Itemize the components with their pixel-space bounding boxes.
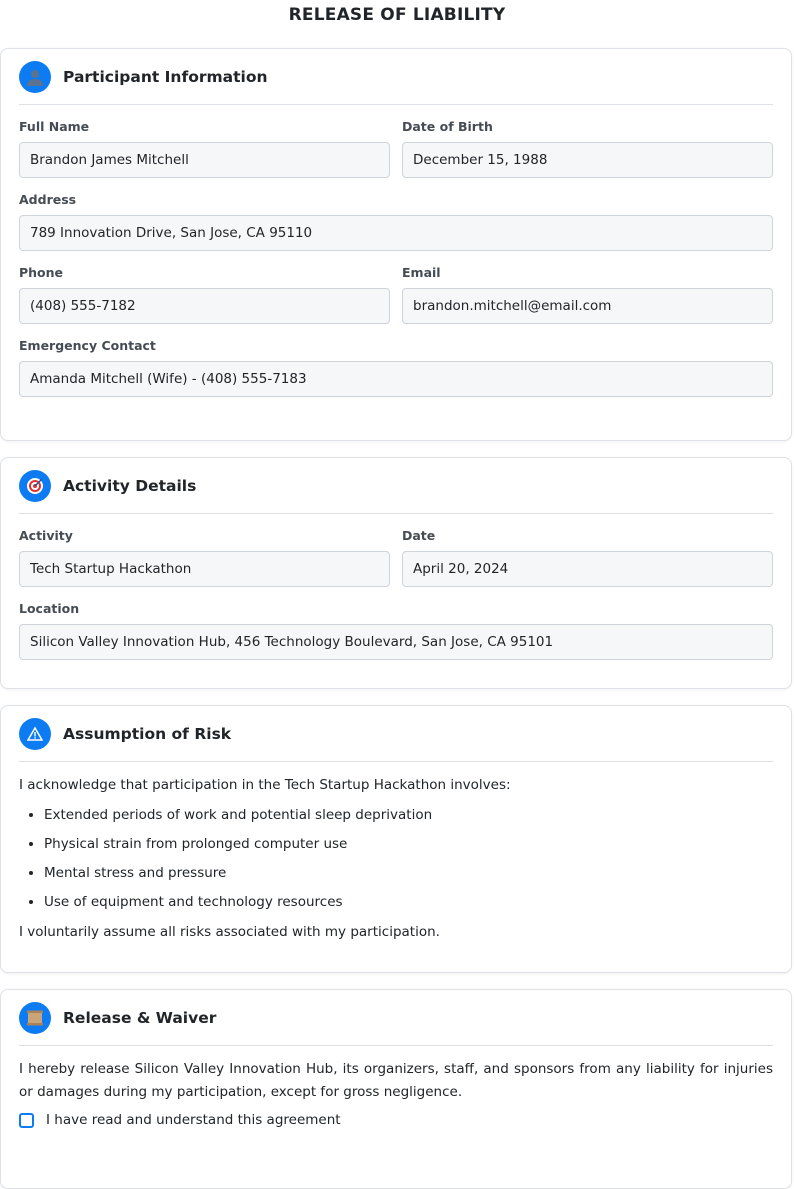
address-field[interactable]: 789 Innovation Drive, San Jose, CA 95110 xyxy=(19,215,773,251)
agreement-checkbox[interactable] xyxy=(19,1113,34,1128)
person-icon xyxy=(19,61,51,93)
date-field[interactable]: April 20, 2024 xyxy=(402,551,773,587)
risk-item: • Mental stress and pressure xyxy=(44,859,773,888)
emergency-contact-label: Emergency Contact xyxy=(19,338,156,353)
assumption-of-risk-card xyxy=(0,705,792,973)
card-header xyxy=(19,706,773,762)
section-title: Release & Waiver xyxy=(63,1008,217,1027)
risk-closing: I voluntarily assume all risks associated with my participation. xyxy=(19,924,440,940)
waiver-text: I hereby release Silicon Valley Innovation Hub, its organizers, staff, and sponsors from any liability for injuries or damages during my participation, except for gross negligence. xyxy=(19,1061,773,1100)
scroll-icon xyxy=(19,1002,51,1034)
location-label: Location xyxy=(19,601,80,616)
risk-list xyxy=(19,801,773,917)
section-title: Participant Information xyxy=(63,67,268,86)
phone-label: Phone xyxy=(19,265,64,280)
email-field[interactable]: brandon.mitchell@email.com xyxy=(402,288,773,324)
release-waiver-card xyxy=(0,989,792,1189)
card-header xyxy=(19,990,773,1046)
full-name-field[interactable]: Brandon James Mitchell xyxy=(19,142,390,178)
agreement-checkbox-row[interactable] xyxy=(19,1112,773,1128)
dob-label: Date of Birth xyxy=(402,119,493,134)
location-field[interactable]: Silicon Valley Innovation Hub, 456 Technology Boulevard, San Jose, CA 95101 xyxy=(19,624,773,660)
warning-icon xyxy=(19,718,51,750)
date-label: Date xyxy=(402,528,436,543)
phone-field[interactable]: (408) 555-7182 xyxy=(19,288,390,324)
full-name-label: Full Name xyxy=(19,119,90,134)
activity-field[interactable]: Tech Startup Hackathon xyxy=(19,551,390,587)
email-label: Email xyxy=(402,265,441,280)
card-header xyxy=(19,49,773,105)
risk-item: • Use of equipment and technology resources xyxy=(44,888,773,917)
risk-item: • Physical strain from prolonged computer use xyxy=(44,830,773,859)
emergency-contact-field[interactable]: Amanda Mitchell (Wife) - (408) 555-7183 xyxy=(19,361,773,397)
participant-information-card xyxy=(0,48,792,441)
target-icon xyxy=(19,470,51,502)
activity-details-card xyxy=(0,457,792,689)
address-label: Address xyxy=(19,192,77,207)
document-title: RELEASE OF LIABILITY xyxy=(288,5,506,25)
risk-item: • Extended periods of work and potential sleep deprivation xyxy=(44,801,773,830)
risk-intro: I acknowledge that participation in the Tech Startup Hackathon involves: xyxy=(19,777,511,793)
agreement-checkbox-label: I have read and understand this agreement xyxy=(46,1112,341,1128)
section-title: Activity Details xyxy=(63,476,197,495)
section-title: Assumption of Risk xyxy=(63,724,232,743)
dob-field[interactable]: December 15, 1988 xyxy=(402,142,773,178)
card-header xyxy=(19,458,773,514)
activity-label: Activity xyxy=(19,528,73,543)
